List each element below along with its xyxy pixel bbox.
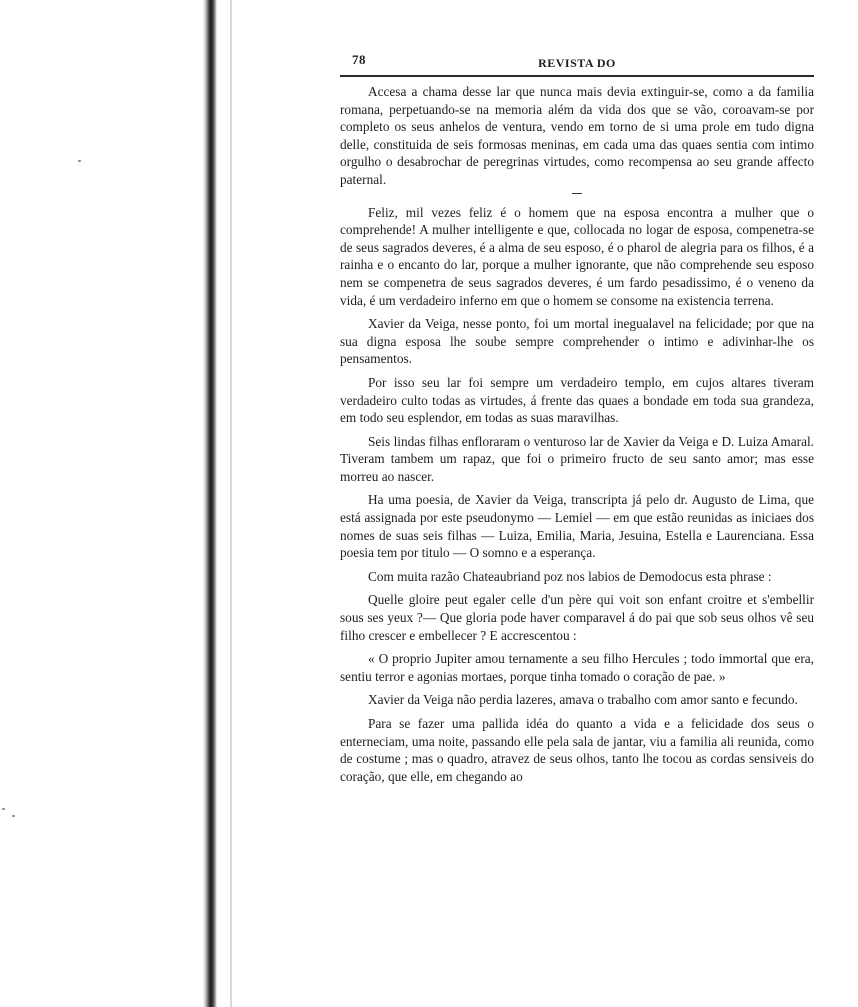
binding-gutter xyxy=(203,0,217,1007)
paragraph-quotation: Quelle gloire peut egaler celle d'un père qui voit son enfant croitre et s'embellir sous ses yeux ?— Que gloria pode haver comparavel á do pai que sob seus olhos vê seu filho crescer e embellecer ? E accrescentou : xyxy=(340,592,814,643)
binding-edge-line xyxy=(230,0,232,1007)
paragraph: Accesa a chama desse lar que nunca mais devia extinguir-se, como a da familia romana, perpetuando-se na memoria além da vida dos que se vão, coroavam-se por completo os seus anhelos de ventura, vendo em torno de si uma prole em tudo digna delle, constituida de seis formosas meninas, em cada uma das quaes sentia com intimo orgulho o desabrochar de peregrinas virtudes, como recompensa ao seu grande affecto paternal. xyxy=(340,84,814,187)
running-head: REVISTA DO xyxy=(538,56,616,70)
header-rule xyxy=(340,75,814,77)
paragraph: Por isso seu lar foi sempre um verdadeiro templo, em cujos altares tiveram verdadeiro culto todas as virtudes, á frente das quaes a bondade em toda sua grandeza, em todo seu esplendor, em todas as suas maravilhas. xyxy=(340,374,814,426)
body-text xyxy=(340,83,814,785)
paragraph: Xavier da Veiga não perdia lazeres, amava o trabalho com amor santo e fecundo. xyxy=(368,692,798,708)
scan-speck xyxy=(78,160,81,162)
scan-speck xyxy=(12,815,15,817)
book-page xyxy=(340,50,814,791)
paragraph: Xavier da Veiga, nesse ponto, foi um mortal inegualavel na felicidade; por que na sua digna esposa lhe soube sempre comprehender o intimo e adivinhar-lhe os pensamentos. xyxy=(340,316,814,367)
paragraph: Seis lindas filhas enfloraram o venturoso lar de Xavier da Veiga e D. Luiza Amaral. Tiveram tambem um rapaz, que foi o primeiro fructo de seu santo amor; mas esse morreu ao nascer. xyxy=(340,433,814,484)
paragraph: Feliz, mil vezes feliz é o homem que na esposa encontra a mulher que o comprehende! A mulher intelligente e que, collocada no logar de esposa, compenetra-se de seus sagrados deveres, é a alma de seu esposo, é o pharol de alegria para os filhos, é a rainha e o encanto do lar, porque a mulher ignorante, que não comprehende seu esposo nem se compenetra de seus sagrados deveres, é um fardo pesadissimo, é o veneno da vida, é um verdadeiro inferno em que o homem se consome na existencia terrena. xyxy=(340,204,814,308)
section-separator xyxy=(572,193,582,194)
paragraph: Para se fazer uma pallida idéa do quanto a vida e a felicidade dos seus o enterneciam, uma noite, passando elle pela sala de jantar, viu a familia ali reunida, como de costume ; mas o quadro, atravez de seus olhos, tanto lhe tocou as cordas sensiveis do coração, que elle, em chegando ao xyxy=(340,716,814,784)
page-number: 78 xyxy=(352,52,366,67)
paragraph-quotation: « O proprio Jupiter amou ternamente a seu filho Hercules ; todo immortal que era, sentiu terror e agonias mortaes, porque tinha tomado o coração de pae. » xyxy=(340,651,814,684)
page-header xyxy=(340,50,814,72)
paragraph: Ha uma poesia, de Xavier da Veiga, transcripta já pelo dr. Augusto de Lima, que está assignada por este pseudonymo — Lemiel — em que estão reunidas as iniciaes dos nomes de suas seis filhas — Luiza, Emilia, Maria, Jesuina, Estella e Laurenciana. Essa poesia tem por titulo — O somno e a esperança. xyxy=(340,492,814,561)
paragraph: Com muita razão Chateaubriand poz nos labios de Demodocus esta phrase : xyxy=(368,568,772,584)
scan-speck xyxy=(2,808,5,810)
